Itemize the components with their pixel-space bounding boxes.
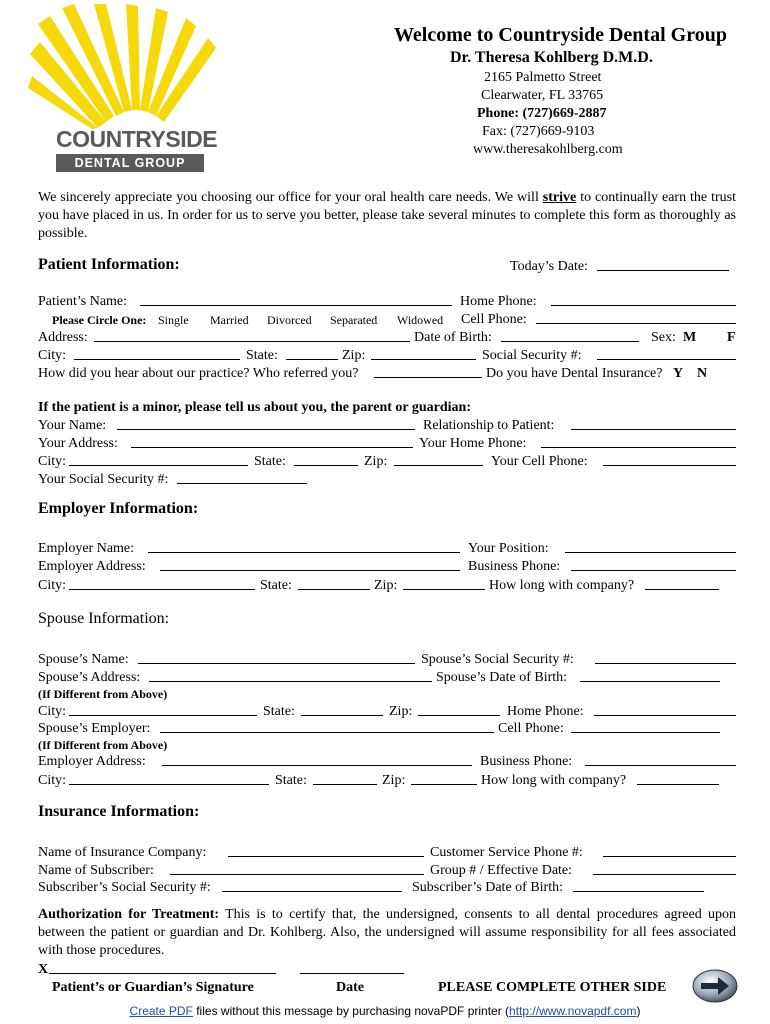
insurance-company-label: Name of Insurance Company:: [38, 845, 207, 860]
state-label: State:: [246, 348, 278, 363]
city-field[interactable]: [74, 347, 240, 360]
todays-date-field[interactable]: [597, 258, 729, 271]
date-label: Date: [336, 980, 364, 995]
spouse-dob-field[interactable]: [580, 669, 720, 682]
home-phone-label: Home Phone:: [460, 294, 537, 309]
spouse-state2-field[interactable]: [313, 772, 377, 785]
status-single[interactable]: Single: [158, 313, 189, 327]
guardian-ssn-field[interactable]: [177, 471, 307, 484]
complete-other-side: PLEASE COMPLETE OTHER SIDE: [438, 980, 667, 995]
employer-name-field[interactable]: [148, 540, 460, 553]
employer-city-label: City:: [38, 578, 67, 593]
signature-field[interactable]: [49, 961, 276, 974]
spouse-how-long-label: How long with company?: [481, 773, 627, 788]
referral-field[interactable]: [374, 365, 482, 378]
spouse-home-phone-field[interactable]: [594, 703, 736, 716]
guardian-city-label: City:: [38, 454, 67, 469]
spouse-zip2-field[interactable]: [411, 772, 477, 785]
employer-address-label: Employer Address:: [38, 559, 146, 574]
spouse-emp-address-field[interactable]: [162, 753, 472, 766]
city-address: Clearwater, FL 33765: [481, 88, 604, 103]
guardian-ssn-label: Your Social Security #:: [38, 472, 169, 487]
spouse-how-long-field[interactable]: [637, 772, 719, 785]
guardian-name-field[interactable]: [117, 417, 415, 430]
spouse-zip-field[interactable]: [418, 703, 500, 716]
address-field[interactable]: [94, 329, 410, 342]
subscriber-dob-label: Subscriber’s Date of Birth:: [412, 880, 563, 895]
circle-one-label: Please Circle One:: [52, 313, 147, 327]
insurance-question: Do you have Dental Insurance?: [486, 366, 663, 381]
spouse-dob-label: Spouse’s Date of Birth:: [436, 670, 568, 685]
guardian-address-label: Your Address:: [38, 436, 118, 451]
spouse-state2-label: State:: [275, 773, 307, 788]
spouse-cell-field[interactable]: [571, 720, 720, 733]
guardian-cell-label: Your Cell Phone:: [491, 454, 588, 469]
subscriber-field[interactable]: [170, 862, 424, 875]
employer-address-field[interactable]: [160, 558, 460, 571]
cell-phone-label: Cell Phone:: [461, 312, 527, 327]
spouse-name-field[interactable]: [138, 651, 415, 664]
if-different-note: (If Different from Above): [38, 687, 168, 701]
guardian-cell-field[interactable]: [603, 453, 736, 466]
novapdf-link[interactable]: http://www.novapdf.com: [509, 1004, 637, 1018]
sun-icon: [28, 4, 218, 129]
zip-field[interactable]: [371, 347, 476, 360]
how-long-label: How long with company?: [489, 578, 635, 593]
fax-number: Fax: (727)669-9103: [482, 124, 595, 139]
business-phone-field[interactable]: [571, 558, 736, 571]
employer-name-label: Employer Name:: [38, 541, 135, 556]
ssn-field[interactable]: [597, 347, 736, 360]
guardian-address-field[interactable]: [131, 435, 413, 448]
spouse-employer-label: Spouse’s Employer:: [38, 721, 151, 736]
sex-label: Sex:: [651, 330, 676, 345]
employer-zip-field[interactable]: [403, 577, 485, 590]
guardian-state-field[interactable]: [294, 453, 358, 466]
date-field[interactable]: [300, 961, 404, 974]
phone-number: Phone: (727)669-2887: [477, 106, 607, 121]
sex-f[interactable]: F: [727, 330, 736, 345]
logo-line2: DENTAL GROUP: [56, 154, 204, 172]
sex-m[interactable]: M: [683, 330, 697, 345]
home-phone-field[interactable]: [551, 293, 736, 306]
spouse-heading: Spouse Information:: [38, 610, 170, 627]
street-address: 2165 Palmetto Street: [484, 70, 602, 85]
page-title: Welcome to Countryside Dental Group: [394, 24, 727, 46]
service-phone-field[interactable]: [603, 844, 736, 857]
spouse-ssn-label: Spouse’s Social Security #:: [421, 652, 574, 667]
employer-state-label: State:: [260, 578, 292, 593]
create-pdf-link[interactable]: Create PDF: [129, 1004, 193, 1018]
status-married[interactable]: Married: [210, 313, 249, 327]
spouse-name-label: Spouse’s Name:: [38, 652, 129, 667]
intro-paragraph: We sincerely appreciate you choosing our office for your oral health care needs. We will strive to continually earn the trust you have placed in us. In order for us to serve you better, please take several minutes to complete this form as thoroughly as possible.: [38, 190, 736, 241]
guardian-heading: If the patient is a minor, please tell us about you, the parent or guardian:: [38, 400, 471, 415]
relationship-label: Relationship to Patient:: [423, 418, 555, 433]
status-divorced[interactable]: Divorced: [267, 313, 312, 327]
authorization-paragraph: Authorization for Treatment: This is to certify that, the undersigned, consents to all dental procedures agreed upon between the patient or guardian and Dr. Kohlberg. Also, the undersigned will assume responsibility for all fees associated with those procedures.: [38, 907, 736, 958]
employer-heading: Employer Information:: [38, 500, 199, 517]
next-page-button[interactable]: [692, 968, 738, 1004]
if-different-note-2: (If Different from Above): [38, 738, 168, 752]
subscriber-dob-field[interactable]: [573, 879, 704, 892]
spouse-cell-label: Cell Phone:: [498, 721, 564, 736]
logo-line1: COUNTRYSIDE: [56, 126, 218, 152]
guardian-name-label: Your Name:: [38, 418, 107, 433]
authorization-label: Authorization for Treatment:: [38, 907, 220, 922]
spouse-business-phone-label: Business Phone:: [480, 754, 573, 769]
subscriber-ssn-label: Subscriber’s Social Security #:: [38, 880, 211, 895]
spouse-business-phone-field[interactable]: [585, 753, 736, 766]
spouse-home-phone-label: Home Phone:: [507, 704, 584, 719]
guardian-state-label: State:: [254, 454, 286, 469]
city-label: City:: [38, 348, 67, 363]
service-phone-label: Customer Service Phone #:: [430, 845, 583, 860]
patient-heading: Patient Information:: [38, 256, 180, 273]
signature-label: Patient’s or Guardian’s Signature: [52, 980, 254, 995]
dob-field[interactable]: [501, 329, 639, 342]
spouse-ssn-field[interactable]: [595, 651, 736, 664]
spouse-address-field[interactable]: [149, 669, 432, 682]
guardian-zip-label: Zip:: [364, 454, 388, 469]
arrow-right-icon: [692, 968, 738, 1004]
guardian-zip-field[interactable]: [394, 453, 483, 466]
cell-phone-field[interactable]: [536, 311, 736, 324]
position-label: Your Position:: [468, 541, 549, 556]
address-label: Address:: [38, 330, 88, 345]
spouse-city2-label: City:: [38, 773, 67, 788]
footer-message: Create PDF files without this message by purchasing novaPDF printer (http://www.novapdf.com): [129, 1004, 641, 1018]
insurance-yes[interactable]: Y: [673, 366, 684, 381]
guardian-home-phone-field[interactable]: [541, 435, 736, 448]
insurance-no[interactable]: N: [697, 366, 708, 381]
spouse-state-label: State:: [263, 704, 295, 719]
business-phone-label: Business Phone:: [468, 559, 561, 574]
state-field[interactable]: [286, 347, 338, 360]
insurance-company-field[interactable]: [228, 844, 424, 857]
spouse-city-label: City:: [38, 704, 67, 719]
signature-x: X: [38, 962, 49, 977]
employer-city-field[interactable]: [69, 577, 255, 590]
zip-label: Zip:: [342, 348, 366, 363]
spouse-zip-label: Zip:: [389, 704, 413, 719]
group-label: Group # / Effective Date:: [430, 863, 573, 878]
doctor-name: Dr. Theresa Kohlberg D.M.D.: [450, 49, 653, 66]
spouse-city-field[interactable]: [69, 703, 257, 716]
status-widowed[interactable]: Widowed: [397, 313, 444, 327]
group-field[interactable]: [593, 862, 736, 875]
status-separated[interactable]: Separated: [330, 313, 378, 327]
subscriber-ssn-field[interactable]: [222, 879, 402, 892]
todays-date-label: Today’s Date:: [510, 259, 588, 274]
patient-name-field[interactable]: [140, 293, 452, 306]
employer-state-field[interactable]: [298, 577, 370, 590]
how-long-field[interactable]: [645, 577, 719, 590]
spouse-state-field[interactable]: [301, 703, 383, 716]
guardian-home-phone-label: Your Home Phone:: [419, 436, 527, 451]
spouse-address-label: Spouse’s Address:: [38, 670, 141, 685]
spouse-zip2-label: Zip:: [382, 773, 406, 788]
spouse-employer-field[interactable]: [160, 720, 494, 733]
logo: [28, 4, 218, 176]
employer-zip-label: Zip:: [374, 578, 398, 593]
patient-name-label: Patient’s Name:: [38, 294, 128, 309]
referral-label: How did you hear about our practice? Who referred you?: [38, 366, 359, 381]
insurance-heading: Insurance Information:: [38, 803, 200, 820]
dob-label: Date of Birth:: [414, 330, 492, 345]
strive-text: strive: [542, 190, 577, 205]
relationship-field[interactable]: [571, 417, 736, 430]
spouse-city2-field[interactable]: [69, 772, 269, 785]
position-field[interactable]: [565, 540, 736, 553]
guardian-city-field[interactable]: [69, 453, 248, 466]
spouse-emp-address-label: Employer Address:: [38, 754, 146, 769]
subscriber-label: Name of Subscriber:: [38, 863, 154, 878]
website: www.theresakohlberg.com: [473, 142, 623, 157]
ssn-label: Social Security #:: [482, 348, 582, 363]
